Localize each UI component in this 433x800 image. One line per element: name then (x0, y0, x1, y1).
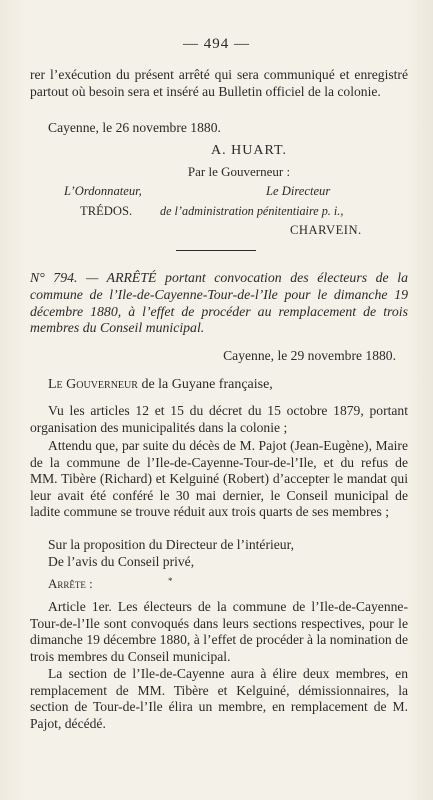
considerant-1: Vu les articles 12 et 15 du décret du 15 octobre 1879, portant organisation des municipalités dans la colonie ; (30, 403, 408, 435)
directeur-name: CHARVEIN. (290, 223, 362, 237)
ordonnateur-name: TRÉDOS. (80, 204, 133, 218)
page-number: — 494 — (183, 36, 250, 52)
considerant-3: Sur la proposition du Directeur de l’intérieur, (48, 537, 294, 552)
governor-intro (30, 377, 408, 394)
governor-title: Le Gouverneur (48, 377, 138, 392)
intro-paragraph: rer l’exécution du présent arrêté qui sera communiqué et enregistré partout où besoin sera et inséré au Bulletin officiel de la colonie. (30, 67, 408, 99)
governor-intro-rest: de la Guyane française, (137, 377, 273, 392)
place-date-1: Cayenne, le 26 novembre 1880. (48, 120, 221, 135)
considerant-2: Attendu que, par suite du décès de M. Pajot (Jean-Eugène), Maire de la commune de l’Ile-de-Cayenne-Tour-de-l’Ile, et du refus de MM. Tibère (Richard) et Kelguiné (Robert) d’accepter le mandat qui leur avait été conféré le 30 mai dernier, le Conseil municipal de ladite commune se trouve réduit aux trois quarts de ses membres ; (30, 438, 408, 520)
signatory: A. HUART. (211, 143, 287, 158)
arrete-label: Arrête : (48, 576, 93, 591)
by-governor: Par le Gouverneur : (187, 164, 291, 179)
asterisk-mark: * (168, 576, 173, 586)
ordonnateur-title: L’Ordonnateur, (64, 184, 142, 198)
article-1: Article 1er. Les électeurs de la commune de l’Ile-de-Cayenne-Tour-de-l’Ile sont convoqués dans leurs sections respectives, pour le dimanche 19 décembre 1880, à l’effet de procéder à la nomination de trois membres du Conseil municipal. (30, 599, 408, 664)
separator-rule (176, 250, 256, 251)
article-1-continuation: La section de l’Ile-de-Cayenne aura à élire deux membres, en remplacement de MM. Tibère et Kelguiné, démissionnaires, la section de Tour-de-l’Ile élira un membre, en remplacement de M. Pajot, décédé. (30, 666, 408, 731)
place-date-2: Cayenne, le 29 novembre 1880. (223, 348, 396, 363)
directeur-title: Le Directeur (266, 184, 331, 198)
considerant-4: De l’avis du Conseil privé, (48, 554, 195, 569)
directeur-organisation: de l’administration pénitentiaire p. i., (160, 204, 344, 218)
arrete-heading: N° 794. — ARRÊTÉ portant convocation des électeurs de la commune de l’Ile-de-Cayenne-Tour-de-l’Ile pour le dimanche 19 décembre 1880, à l’effet de procéder au remplacement de trois membres du Conseil municipal. (30, 270, 408, 336)
